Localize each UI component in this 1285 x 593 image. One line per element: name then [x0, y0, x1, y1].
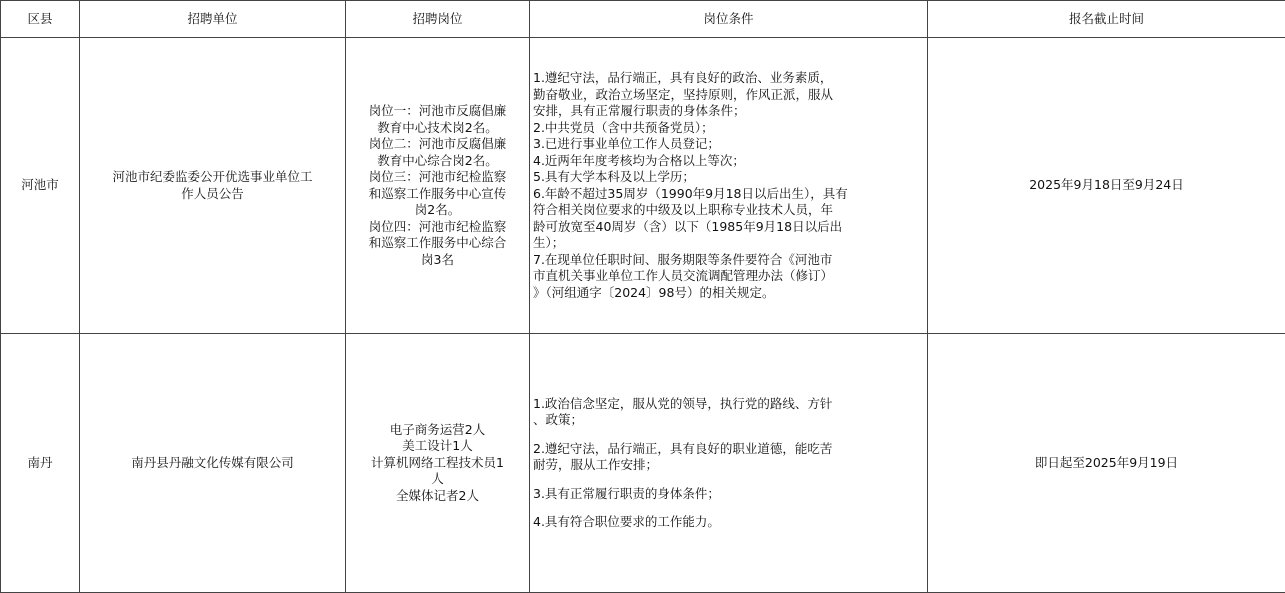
- post-line: 岗3名: [421, 251, 454, 267]
- header-unit: 招聘单位: [80, 1, 346, 38]
- county-cell: 河池市: [1, 38, 80, 334]
- post-line: 计算机网络工程技术员1: [371, 454, 504, 470]
- condition-line: 耐劳，服从工作安排；: [533, 457, 659, 472]
- post-line: 岗2名。: [414, 202, 461, 217]
- deadline-cell: 即日起至2025年9月19日: [928, 334, 1285, 593]
- unit-cell: [80, 334, 346, 593]
- post-line: 人: [431, 471, 444, 487]
- table-row: [1, 38, 1285, 334]
- post-line: 岗位四：河池市纪检监察: [368, 218, 507, 234]
- condition-line: 符合相关岗位要求的中级及以上职称专业技术人员，年: [533, 202, 834, 217]
- paragraph-gap: [533, 429, 924, 441]
- post-line: 岗位一：河池市反腐倡廉: [368, 103, 507, 118]
- header-county: 区县: [1, 1, 80, 38]
- post-line: 岗位二：河池市反腐倡廉: [368, 136, 507, 151]
- condition-line: 》（河组通字〔2024〕98号）的相关规定。: [533, 284, 775, 300]
- county-cell: 南丹: [1, 334, 80, 593]
- conditions-cell: [530, 334, 928, 593]
- post-line: 岗位三：河池市纪检监察: [368, 169, 507, 184]
- unit-line: 南丹县丹融文化传媒有限公司: [131, 454, 294, 470]
- deadline-cell: 2025年9月18日至9月24日: [928, 38, 1285, 334]
- condition-line: 勤奋敬业，政治立场坚定，坚持原则，作风正派，服从: [533, 86, 834, 102]
- condition-line: 2.遵纪守法，品行端正，具有良好的职业道德，能吃苦: [533, 440, 833, 456]
- post-cell: [346, 38, 530, 334]
- table-row: [1, 334, 1285, 593]
- post-line: 美工设计1人: [402, 438, 473, 454]
- header-post: 招聘岗位: [346, 1, 530, 38]
- post-line: 全媒体记者2人: [396, 487, 479, 503]
- condition-line: 市直机关事业单位工作人员交流调配管理办法（修订）: [533, 268, 834, 283]
- unit-line: 河池市纪委监委公开优选事业单位工: [112, 169, 313, 184]
- condition-line: 6.年龄不超过35周岁（1990年9月18日以后出生），具有: [533, 185, 848, 201]
- condition-line: 1.遵纪守法，品行端正，具有良好的政治、业务素质，: [533, 70, 833, 85]
- condition-line: 3.已进行事业单位工作人员登记；: [533, 136, 720, 151]
- post-line: 和巡察工作服务中心综合: [368, 235, 507, 250]
- condition-line: 5.具有大学本科及以上学历；: [533, 169, 695, 184]
- condition-line: 、政策；: [533, 412, 584, 427]
- condition-line: 2.中共党员（含中共预备党员）；: [533, 119, 714, 135]
- condition-line: 龄可放宽至40周岁（含）以下（1985年9月18日以后出: [533, 218, 843, 234]
- post-line: 电子商务运营2人: [389, 421, 486, 437]
- post-cell: [346, 334, 530, 593]
- post-line: 教育中心技术岗2名。: [377, 119, 498, 135]
- condition-line: 安排，具有正常履行职责的身体条件；: [533, 103, 746, 118]
- conditions-cell: [530, 38, 928, 334]
- post-line: 和巡察工作服务中心宣传: [368, 185, 507, 201]
- condition-line: 3.具有正常履行职责的身体条件；: [533, 485, 720, 501]
- condition-line: 1.政治信念坚定，服从党的领导，执行党的路线、方针: [533, 395, 833, 411]
- paragraph-gap: [533, 474, 924, 486]
- unit-cell: [80, 38, 346, 334]
- post-line: 教育中心综合岗2名。: [377, 152, 498, 168]
- unit-line: 作人员公告: [181, 185, 244, 201]
- condition-line: 生）；: [533, 235, 565, 250]
- condition-line: 4.具有符合职位要求的工作能力。: [533, 514, 720, 529]
- condition-line: 4.近两年年度考核均为合格以上等次；: [533, 152, 745, 168]
- paragraph-gap: [533, 502, 924, 514]
- header-deadline: 报名截止时间: [928, 1, 1285, 38]
- condition-line: 7.在现单位任职时间、服务期限等条件要符合《河池市: [533, 251, 833, 267]
- header-conditions: 岗位条件: [530, 1, 928, 38]
- header-row: [1, 1, 1285, 38]
